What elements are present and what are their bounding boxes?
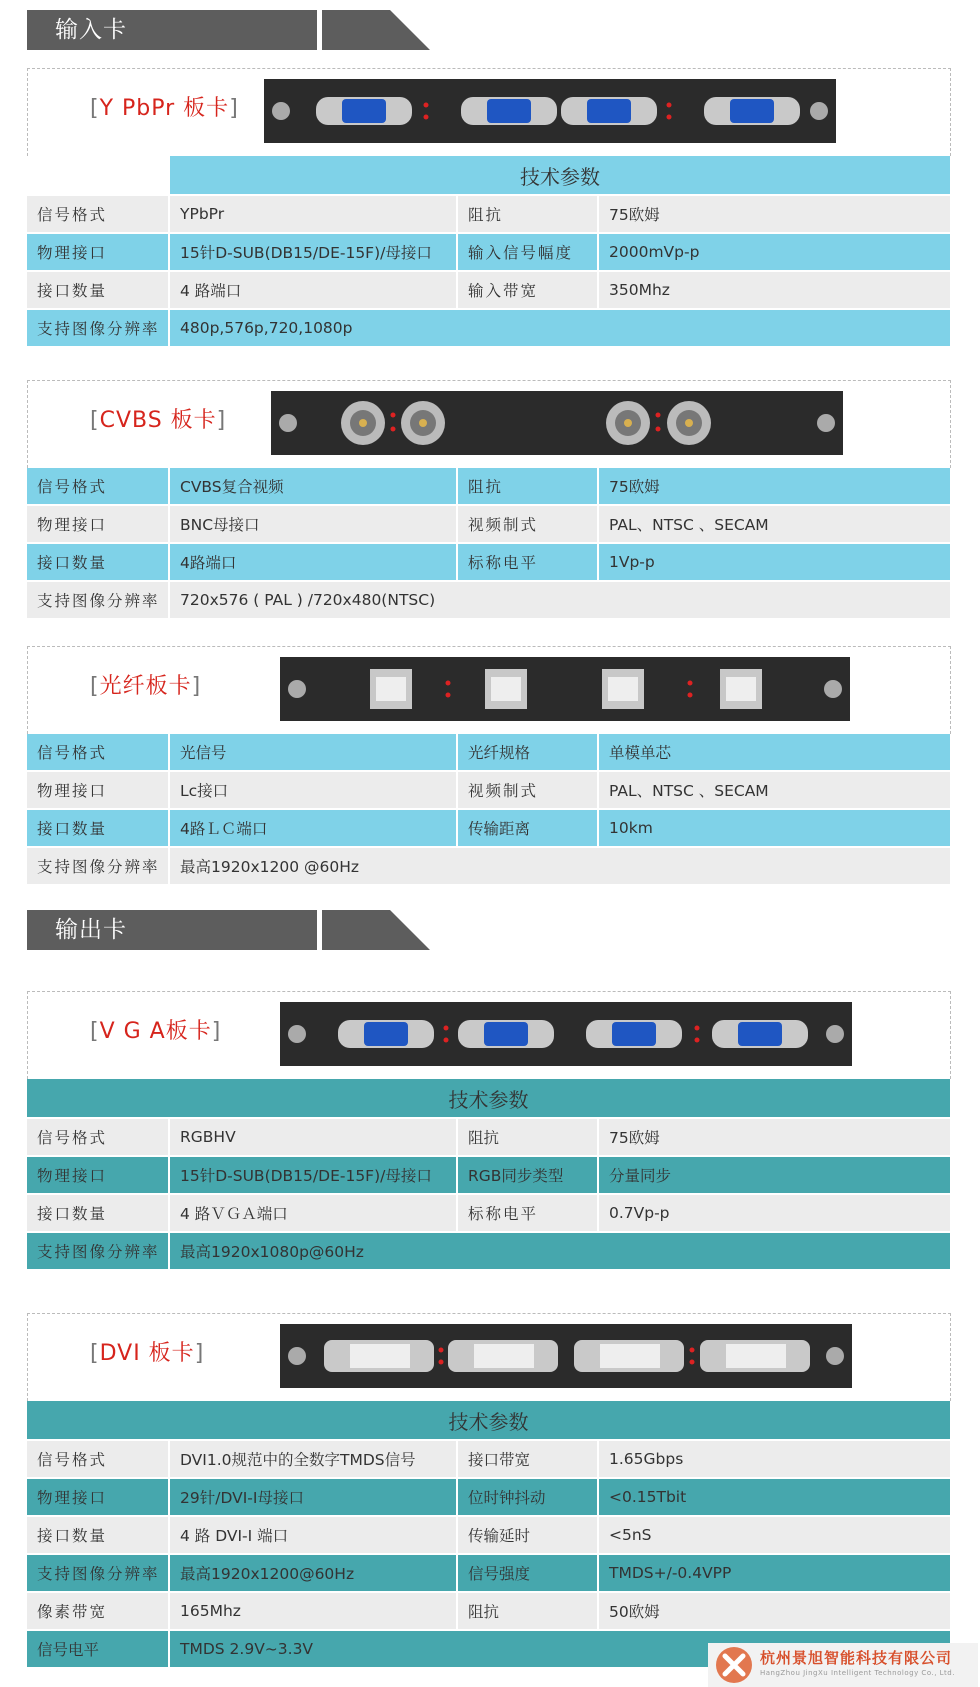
table-row: 支持图像分辨率 最高1920x1200@60Hz 信号强度 TMDS+/-0.4VPP [27, 1554, 951, 1592]
table-row: 物理接口 15针D-SUB(DB15/DE-15F)/母接口 RGB同步类型 分量同步 [27, 1156, 951, 1194]
company-logo [708, 1643, 978, 1687]
table-header: 技术参数 [27, 1079, 951, 1118]
card-ypbpr-label: [Y PbPr 板卡] [90, 96, 239, 121]
card-fiber-top [27, 646, 951, 734]
card-ypbpr-top [27, 68, 951, 156]
table-row: 像素带宽 165Mhz 阻抗 50欧姆 [27, 1592, 951, 1630]
table-row: 支持图像分辨率 480p,576p,720,1080p [27, 309, 951, 347]
card-vga [27, 991, 951, 1271]
card-ypbpr [27, 68, 951, 348]
table-row: 接口数量 4路端口 标称电平 1Vp-p [27, 543, 951, 581]
dvi-panel-image [280, 1324, 852, 1388]
table-row: 信号电平 TMDS 2.9V~3.3V [27, 1630, 951, 1668]
company-subtitle: HangZhou JingXu Intelligent Technology Co., Ltd. [760, 1669, 955, 1677]
vga-panel-image [264, 79, 836, 143]
card-vga-table [27, 1079, 952, 1271]
table-row: 接口数量 4 路ＶＧＡ端口 标称电平 0.7Vp-p [27, 1194, 951, 1232]
company-name: 杭州景旭智能科技有限公司 [760, 1649, 953, 1667]
table-row: 物理接口 Lc接口 视频制式 PAL、NTSC 、SECAM [27, 771, 951, 809]
card-vga-label: [V G A板卡] [90, 1019, 222, 1044]
table-header-row [27, 156, 951, 195]
table-header-row [27, 1401, 951, 1440]
table-row: 支持图像分辨率 最高1920x1200 @60Hz [27, 847, 951, 885]
company-logo-icon [714, 1645, 754, 1685]
card-dvi-table [27, 1401, 952, 1669]
table-row: 信号格式 CVBS复合视频 阻抗 75欧姆 [27, 468, 951, 505]
table-row: 信号格式 光信号 光纤规格 单模单芯 [27, 734, 951, 771]
table-row: 支持图像分辨率 720x576 ( PAL ) /720x480(NTSC) [27, 581, 951, 619]
table-row: 信号格式 RGBHV 阻抗 75欧姆 [27, 1118, 951, 1156]
card-cvbs-top [27, 380, 951, 468]
table-row: 物理接口 29针/DVI-I母接口 位时钟抖动 <0.15Tbit [27, 1478, 951, 1516]
output-section-title: 输出卡 [27, 910, 317, 950]
card-cvbs-label: [CVBS 板卡] [90, 408, 227, 433]
card-dvi-label: [DVI 板卡] [90, 1341, 205, 1366]
table-row: 信号格式 YPbPr 阻抗 75欧姆 [27, 195, 951, 233]
table-header: 技术参数 [27, 1401, 951, 1440]
card-cvbs [27, 380, 951, 620]
vga-panel-image [280, 1002, 852, 1066]
bnc-panel-image [271, 391, 843, 455]
table-row: 接口数量 4路ＬＣ端口 传输距离 10km [27, 809, 951, 847]
table-header-row [27, 1079, 951, 1118]
card-fiber-table [27, 734, 952, 886]
table-row: 物理接口 15针D-SUB(DB15/DE-15F)/母接口 输入信号幅度 2000mVp-p [27, 233, 951, 271]
table-row: 支持图像分辨率 最高1920x1080p@60Hz [27, 1232, 951, 1270]
card-fiber-label: [光纤板卡] [90, 674, 202, 699]
fiber-panel-image [280, 657, 850, 721]
table-row: 接口数量 4 路端口 输入带宽 350Mhz [27, 271, 951, 309]
card-vga-top [27, 991, 951, 1079]
card-cvbs-table [27, 468, 952, 620]
card-fiber [27, 646, 951, 886]
input-section-title: 输入卡 [27, 10, 317, 50]
table-header: 技术参数 [169, 156, 951, 195]
table-row: 物理接口 BNC母接口 视频制式 PAL、NTSC 、SECAM [27, 505, 951, 543]
card-ypbpr-table [27, 156, 952, 348]
card-dvi [27, 1313, 951, 1669]
table-row: 接口数量 4 路 DVI-I 端口 传输延时 <5nS [27, 1516, 951, 1554]
card-dvi-top [27, 1313, 951, 1401]
table-row: 信号格式 DVI1.0规范中的全数字TMDS信号 接口带宽 1.65Gbps [27, 1440, 951, 1478]
